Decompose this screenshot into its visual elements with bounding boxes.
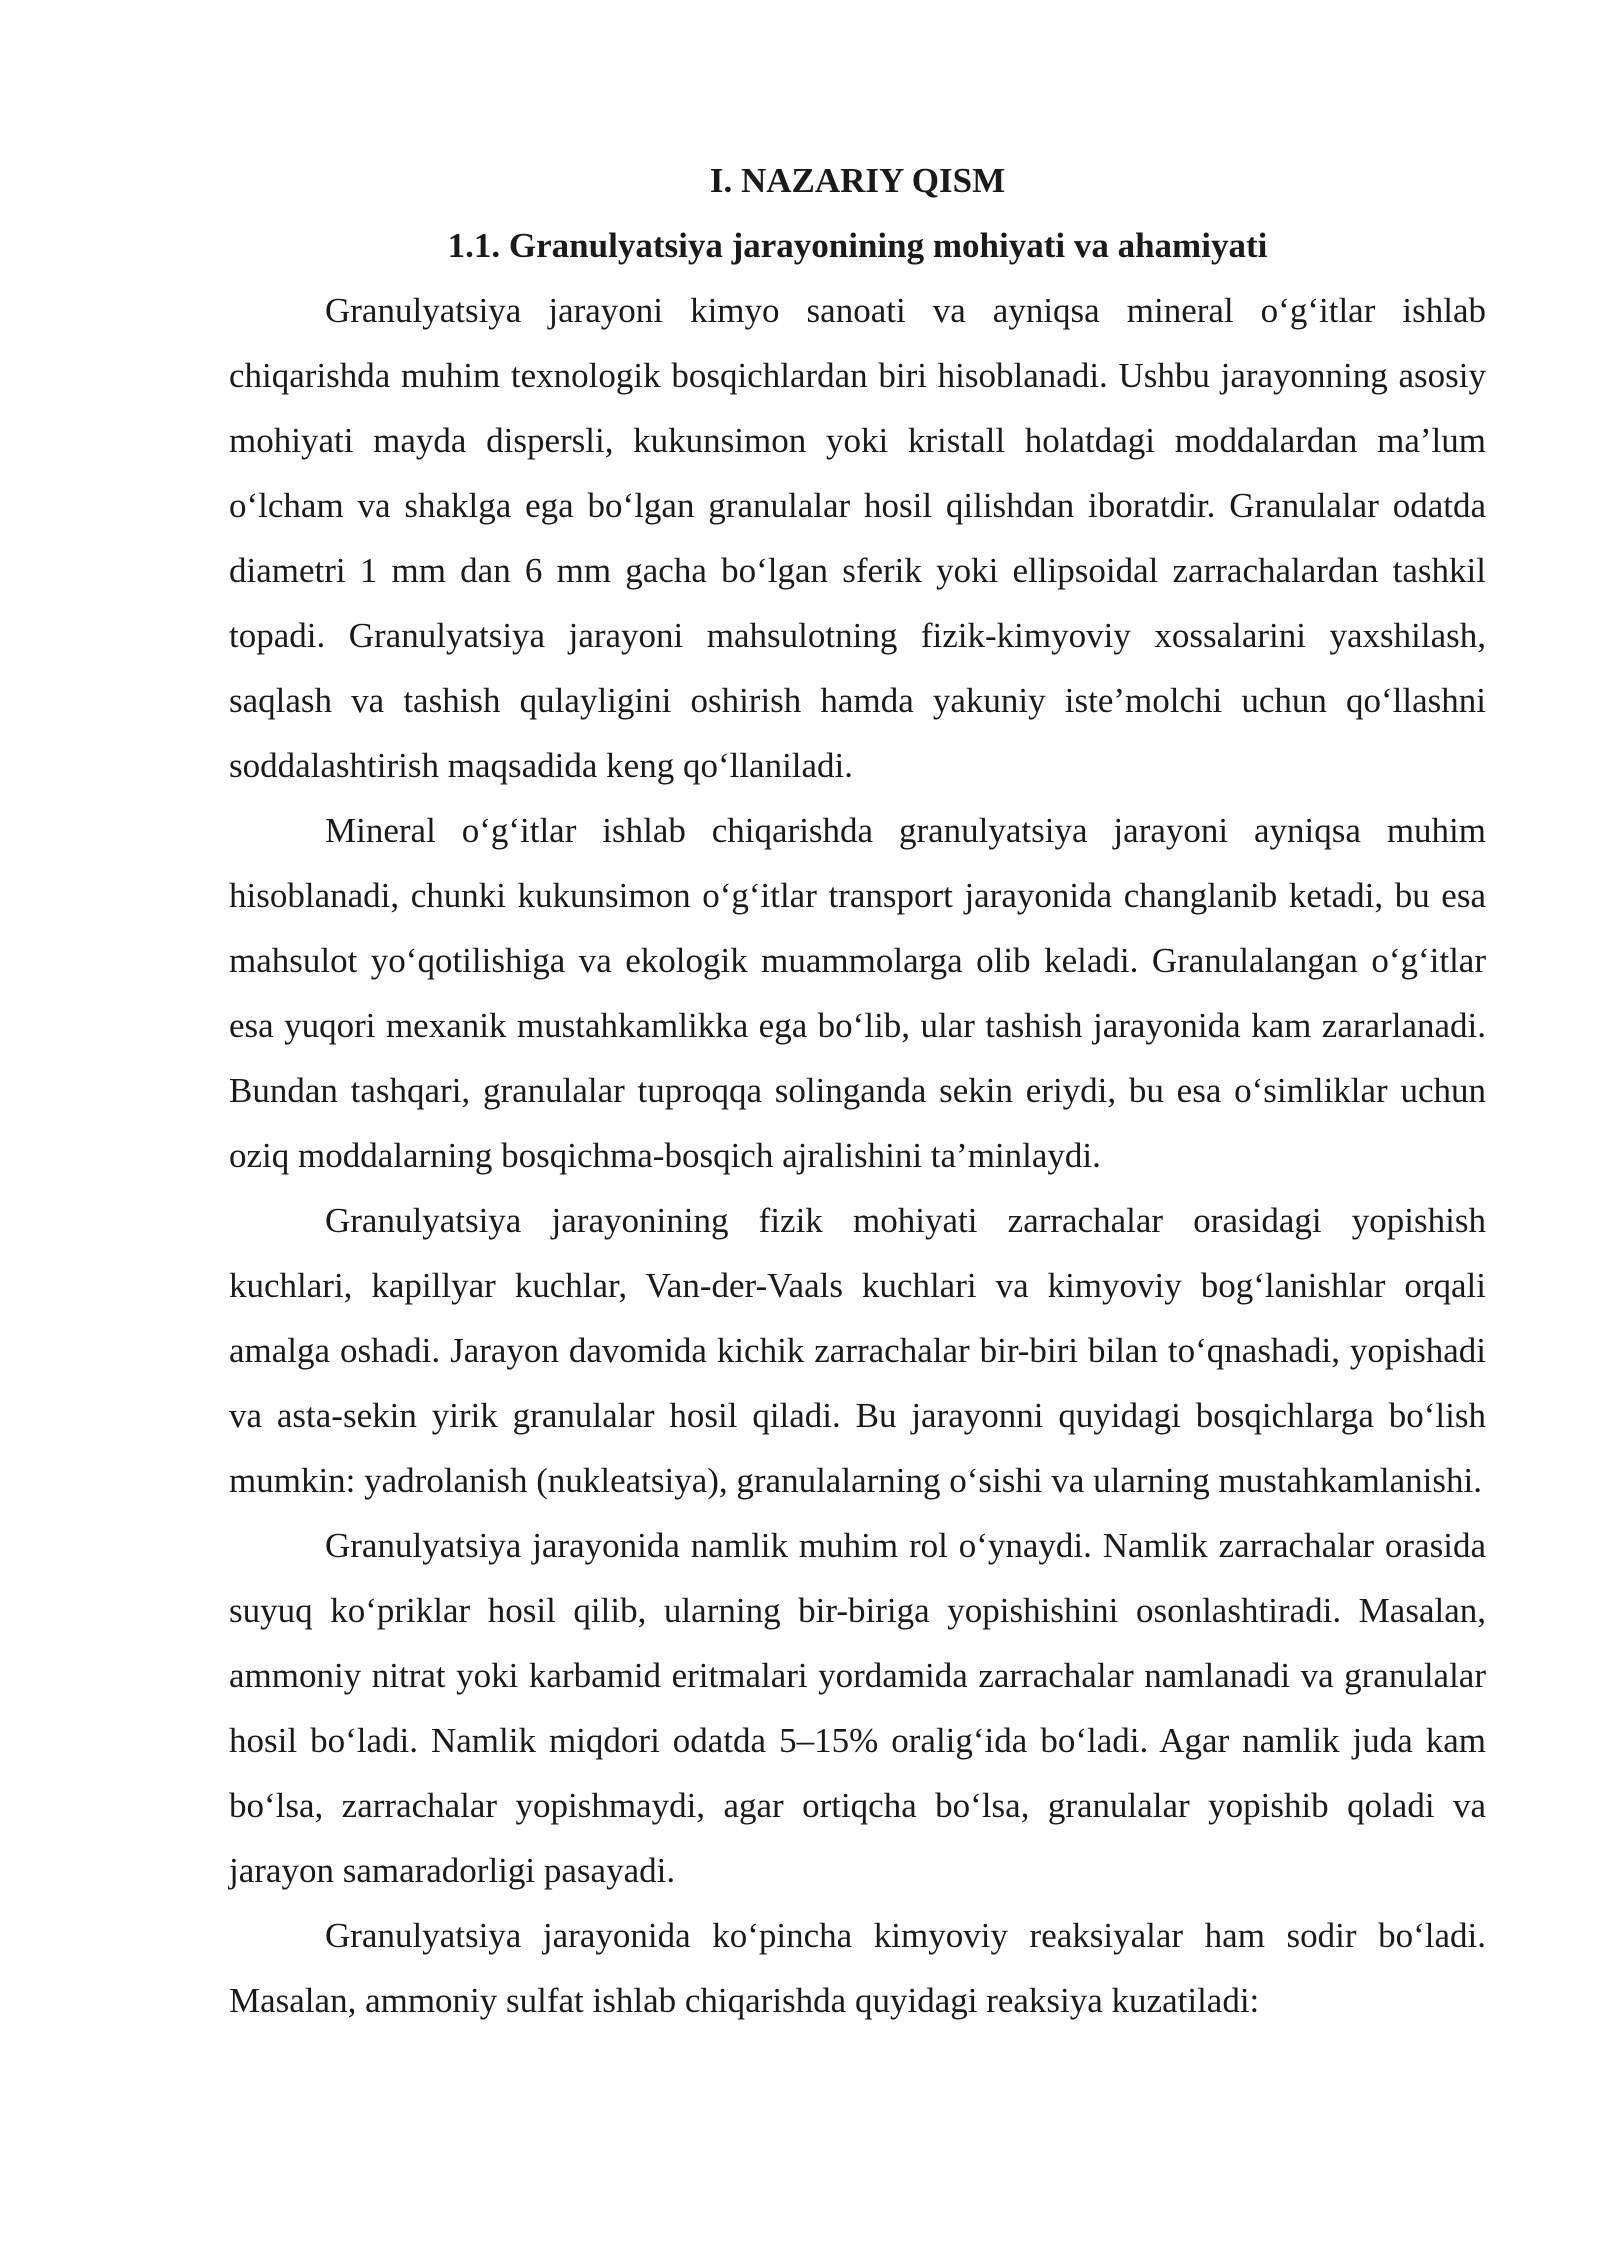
section-title: 1.1. Granulyatsiya jarayonining mohiyati va ahamiyati [447, 226, 1268, 265]
paragraph-4: Granulyatsiya jarayonida namlik muhim rol o‘ynaydi. Namlik zarrachalar orasida suyuq ko‘priklar hosil qilib, ularning bir-biriga yopishishini osonlashtiradi. Masalan, ammoniy nitrat yoki karbamid eritmalari yordamida zarrachalar namlanadi va granulalar hosil bo‘ladi. Namlik miqdori odatda 5–15% oralig‘ida bo‘ladi. Agar namlik juda kam bo‘lsa, zarrachalar yopishmaydi, agar ortiqcha bo‘lsa, granulalar yopishib qoladi va jarayon samaradorligi pasayadi. [229, 1526, 1486, 1890]
paragraph-2: Mineral o‘g‘itlar ishlab chiqarishda granulyatsiya jarayoni ayniqsa muhim hisoblanadi, chunki kukunsimon o‘g‘itlar transport jarayonida changlanib ketadi, bu esa mahsulot yo‘qotilishiga va ekologik muammolarga olib keladi. Granulalangan o‘g‘itlar esa yuqori mexanik mustahkamlikka ega bo‘lib, ular tashish jarayonida kam zararlanadi. Bundan tashqari, granulalar tuproqqa solinganda sekin eriydi, bu esa o‘simliklar uchun oziq moddalarning bosqichma-bosqich ajralishini ta’minlaydi. [229, 811, 1486, 1175]
paragraph-5: Granulyatsiya jarayonida ko‘pincha kimyoviy reaksiyalar ham sodir bo‘ladi. Masalan, ammoniy sulfat ishlab chiqarishda quyidagi reaksiya kuzatiladi: [229, 1916, 1486, 2020]
page-content [229, 148, 1486, 2033]
paragraph-1: Granulyatsiya jarayoni kimyo sanoati va ayniqsa mineral o‘g‘itlar ishlab chiqarishda muhim texnologik bosqichlardan biri hisoblanadi. Ushbu jarayonning asosiy mohiyati mayda dispersli, kukunsimon yoki kristall holatdagi moddalardan ma’lum o‘lcham va shaklga ega bo‘lgan granulalar hosil qilishdan iboratdir. Granulalar odatda diametri 1 mm dan 6 mm gacha bo‘lgan sferik yoki ellipsoidal zarrachalardan tashkil topadi. Granulyatsiya jarayoni mahsulotning fizik-kimyoviy xossalarini yaxshilash, saqlash va tashish qulayligini oshirish hamda yakuniy iste’molchi uchun qo‘llashni soddalashtirish maqsadida keng qo‘llaniladi. [229, 291, 1486, 785]
chapter-title: I. NAZARIY QISM [709, 161, 1006, 200]
paragraph-3: Granulyatsiya jarayonining fizik mohiyati zarrachalar orasidagi yopishish kuchlari, kapillyar kuchlar, Van-der-Vaals kuchlari va kimyoviy bog‘lanishlar orqali amalga oshadi. Jarayon davomida kichik zarrachalar bir-biri bilan to‘qnashadi, yopishadi va asta-sekin yirik granulalar hosil qiladi. Bu jarayonni quyidagi bosqichlarga bo‘lish mumkin: yadrolanish (nukleatsiya), granulalarning o‘sishi va ularning mustahkamlanishi. [229, 1201, 1486, 1500]
